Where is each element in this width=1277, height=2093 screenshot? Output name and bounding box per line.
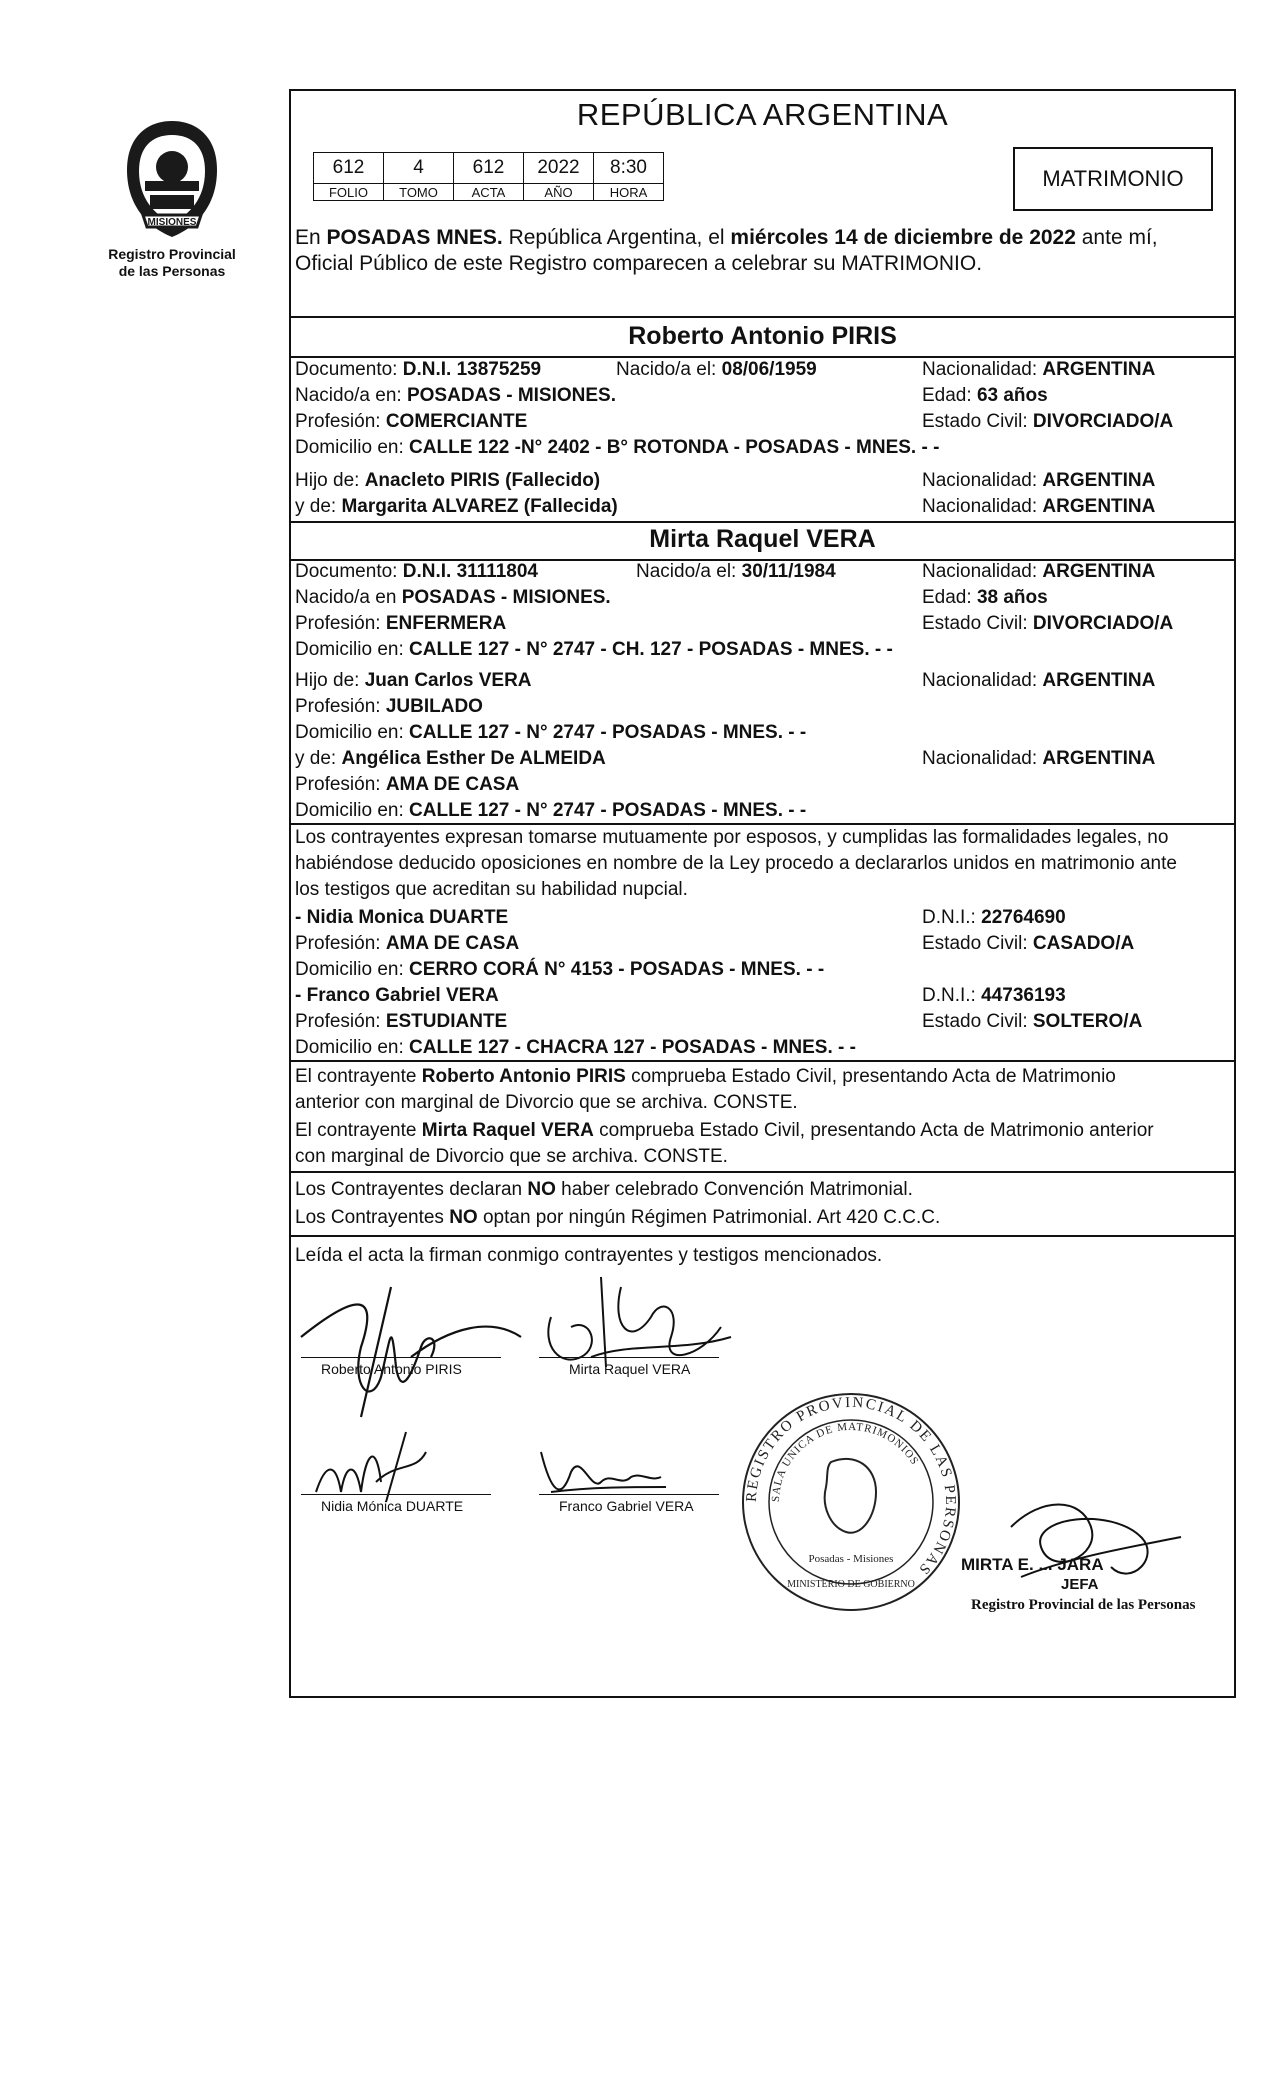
logo-caption-2: de las Personas [118, 263, 226, 279]
note-2-line-2: con marginal de Divorcio que se archiva. CONSTE. [295, 1146, 728, 1167]
witness-1-dni: D.N.I.: 22764690 [922, 907, 1066, 928]
registry-logo [102, 115, 242, 279]
bride-civil-status: Estado Civil: DIVORCIADO/A [922, 613, 1174, 634]
folio-value: 612 [314, 153, 384, 184]
groom-profession: Profesión: COMERCIANTE [295, 411, 528, 432]
note-1-line-1: El contrayente Roberto Antonio PIRIS comprueba Estado Civil, presentando Acta de Matrimonio [295, 1066, 1116, 1087]
seal-text: MISIONES [147, 217, 197, 228]
regime-line-1: Los Contrayentes declaran NO haber celebrado Convención Matrimonial. [295, 1179, 913, 1200]
note-2-line-1: El contrayente Mirta Raquel VERA comprueba Estado Civil, presentando Acta de Matrimonio anterior [295, 1120, 1154, 1141]
signatures-intro: Leída el acta la firman conmigo contrayentes y testigos mencionados. [295, 1245, 883, 1266]
bride-mother-profession: Profesión: AMA DE CASA [295, 774, 520, 795]
bride-nationality: Nacionalidad: ARGENTINA [922, 561, 1156, 582]
stamp-inner-text: SALA UNICA DE MATRIMONIOS [769, 1420, 921, 1503]
bride-birthplace: Nacido/a en POSADAS - MISIONES. [295, 587, 611, 608]
witness-1-civil-status: Estado Civil: CASADO/A [922, 933, 1135, 954]
year-label: AÑO [524, 184, 594, 201]
misiones-seal-icon [117, 115, 227, 245]
official-stamp [736, 1387, 966, 1617]
witness-2-name: - Franco Gabriel VERA [295, 985, 499, 1006]
tomo-label: TOMO [384, 184, 454, 201]
signature-caption-witness-1: Nidia Mónica DUARTE [321, 1498, 464, 1514]
note-1-line-2: anterior con marginal de Divorcio que se archiva. CONSTE. [295, 1092, 798, 1113]
groom-father-nationality: Nacionalidad: ARGENTINA [922, 470, 1156, 491]
bride-mother-nationality: Nacionalidad: ARGENTINA [922, 748, 1156, 769]
declaration-line-3: los testigos que acreditan su habilidad nupcial. [295, 879, 688, 900]
hour-value: 8:30 [594, 153, 664, 184]
acta-value: 612 [454, 153, 524, 184]
signatures-section [291, 1235, 1234, 1700]
signature-line-witness-2 [539, 1494, 719, 1495]
regime-line-2: Los Contrayentes NO optan por ningún Régimen Patrimonial. Art 420 C.C.C. [295, 1207, 941, 1228]
bride-age: Edad: 38 años [922, 587, 1048, 608]
stamp-outer-text: REGISTRO PROVINCIAL DE LAS PERSONAS [743, 1394, 959, 1579]
signature-line-groom [301, 1357, 501, 1358]
bride-name: Mirta Raquel VERA [649, 525, 876, 553]
declaration-line-2: habiéndose deducido oposiciones en nombre de la Ley procedo a declararlos unidos en matrimonio ante [295, 853, 1177, 874]
witness-2-profession: Profesión: ESTUDIANTE [295, 1011, 508, 1032]
groom-section [291, 316, 1234, 521]
bride-section [291, 521, 1234, 823]
acta-label: ACTA [454, 184, 524, 201]
bride-mother-address: Domicilio en: CALLE 127 - N° 2747 - POSADAS - MNES. - - [295, 800, 807, 821]
groom-birthdate: Nacido/a el: 08/06/1959 [616, 359, 817, 380]
groom-name: Roberto Antonio PIRIS [628, 322, 897, 350]
official-name: MIRTA E. ... JARA [961, 1555, 1104, 1574]
hour-label: HORA [594, 184, 664, 201]
signature-caption-witness-2: Franco Gabriel VERA [559, 1498, 694, 1514]
year-value: 2022 [524, 153, 594, 184]
official-role: JEFA [1061, 1576, 1099, 1593]
bride-address: Domicilio en: CALLE 127 - N° 2747 - CH. 127 - POSADAS - MNES. - - [295, 639, 893, 660]
groom-address: Domicilio en: CALLE 122 -N° 2402 - B° ROTONDA - POSADAS - MNES. - - [295, 437, 940, 458]
tomo-value: 4 [384, 153, 454, 184]
page-title: REPÚBLICA ARGENTINA [576, 97, 949, 132]
signature-caption-bride: Mirta Raquel VERA [569, 1361, 691, 1377]
groom-civil-status: Estado Civil: DIVORCIADO/A [922, 411, 1174, 432]
stamp-city: Posadas - Misiones [808, 1553, 894, 1565]
signature-caption-groom: Roberto Antonio PIRIS [321, 1361, 462, 1377]
logo-caption-1: Registro Provincial [108, 246, 236, 262]
record-numbers-table [313, 152, 664, 201]
witnesses-section [291, 823, 1234, 1060]
signature-groom [291, 1257, 531, 1427]
bride-profession: Profesión: ENFERMERA [295, 613, 507, 634]
groom-age: Edad: 63 años [922, 385, 1048, 406]
witness-2-address: Domicilio en: CALLE 127 - CHACRA 127 - POSADAS - MNES. - - [295, 1037, 856, 1058]
signature-line-bride [539, 1357, 719, 1358]
regime-section [291, 1171, 1234, 1235]
stamp-bottom: MINISTERIO DE GOBIERNO [787, 1579, 915, 1590]
groom-document: Documento: D.N.I. 13875259 [295, 359, 542, 380]
bride-father-address: Domicilio en: CALLE 127 - N° 2747 - POSADAS - MNES. - - [295, 722, 807, 743]
official-office: Registro Provincial de las Personas [971, 1597, 1196, 1613]
groom-nationality: Nacionalidad: ARGENTINA [922, 359, 1156, 380]
witness-1-profession: Profesión: AMA DE CASA [295, 933, 520, 954]
witness-1-name: - Nidia Monica DUARTE [295, 907, 509, 928]
bride-document: Documento: D.N.I. 31111804 [295, 561, 538, 582]
witness-2-civil-status: Estado Civil: SOLTERO/A [922, 1011, 1143, 1032]
civil-status-notes [291, 1060, 1234, 1171]
groom-birthplace: Nacido/a en: POSADAS - MISIONES. [295, 385, 616, 406]
groom-mother: y de: Margarita ALVAREZ (Fallecida) [295, 496, 618, 517]
groom-father: Hijo de: Anacleto PIRIS (Fallecido) [295, 470, 601, 491]
declaration-line-1: Los contrayentes expresan tomarse mutuamente por esposos, y cumplidas las formalidades legales, no [295, 827, 1169, 848]
groom-mother-nationality: Nacionalidad: ARGENTINA [922, 496, 1156, 517]
witness-1-address: Domicilio en: CERRO CORÁ N° 4153 - POSADAS - MNES. - - [295, 959, 825, 980]
marriage-certificate [289, 89, 1236, 1698]
witness-2-dni: D.N.I.: 44736193 [922, 985, 1066, 1006]
bride-mother: y de: Angélica Esther De ALMEIDA [295, 748, 606, 769]
signature-line-witness-1 [301, 1494, 491, 1495]
bride-birthdate: Nacido/a el: 30/11/1984 [636, 561, 836, 582]
intro-line-1: En POSADAS MNES. República Argentina, el miércoles 14 de diciembre de 2022 ante mí, [295, 226, 1158, 249]
folio-label: FOLIO [314, 184, 384, 201]
bride-father: Hijo de: Juan Carlos VERA [295, 670, 532, 691]
certificate-type-box: MATRIMONIO [1013, 147, 1213, 211]
bride-father-profession: Profesión: JUBILADO [295, 696, 483, 717]
intro-line-2: Oficial Público de este Registro comparecen a celebrar su MATRIMONIO. [295, 252, 983, 275]
bride-father-nationality: Nacionalidad: ARGENTINA [922, 670, 1156, 691]
